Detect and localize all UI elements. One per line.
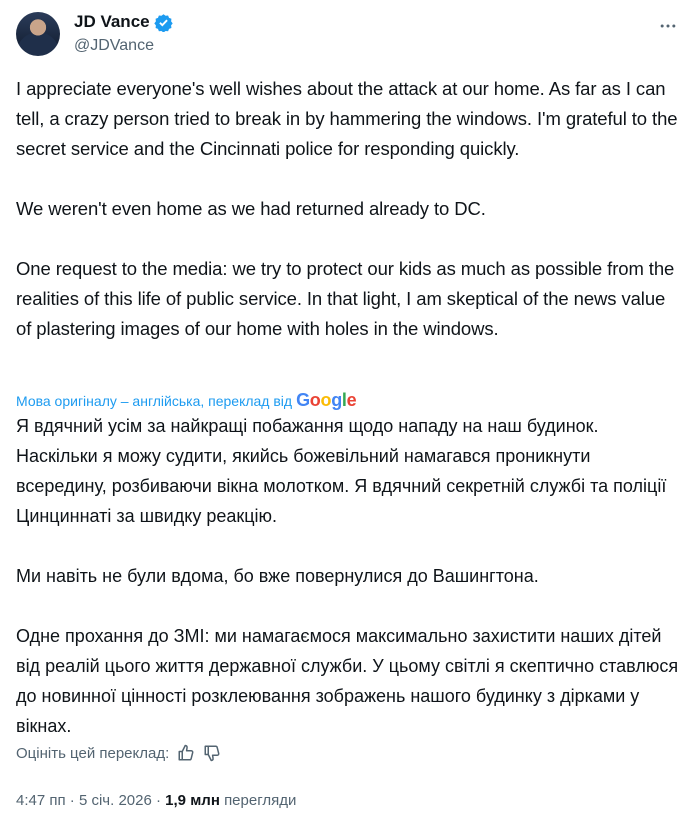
tweet-date[interactable]: 5 січ. 2026 [78, 792, 152, 809]
author-handle[interactable]: @JDVance [74, 37, 154, 54]
author-name-row [74, 12, 173, 32]
tweet-original-text: I appreciate everyone's well wishes about the attack at our home. As far as I can tell, a crazy person tried to break in by hammering the windows. I'm grateful to the secret service and the Cincinnati police for responding quickly. We weren't even home as we had returned already to DC. One request to the media: we try to protect our kids as much as possible from the realities of this life of public service. In that light, I am skeptical of the news value of plastering images of our home with holes in the windows. [16, 78, 678, 339]
meta-separator: · [69, 792, 75, 809]
avatar[interactable] [16, 12, 60, 56]
tweet-header [16, 8, 684, 58]
verified-badge-icon [154, 13, 173, 32]
google-logo: Google [296, 390, 357, 410]
views-label: перегляди [224, 792, 297, 809]
rate-translation-label: Оцініть цей переклад: [16, 744, 170, 762]
views-count: 1,9 млн [165, 792, 220, 809]
thumbs-down-icon[interactable] [203, 744, 221, 762]
more-horizontal-icon[interactable] [656, 14, 680, 38]
author-name[interactable]: JD Vance [74, 12, 150, 31]
thumbs-up-icon[interactable] [177, 744, 195, 762]
tweet-meta [16, 792, 296, 809]
translation-note: Мова оригіналу – англійська, переклад від [16, 392, 293, 409]
tweet-translated-text: Я вдячний усім за найкращі побажання щодо нападу на наш будинок. Наскільки я можу судити, якийсь божевільний намагався проникнути всередину, розбиваючи вікна молотком. Я вдячний секретній службі та поліції Цинциннаті за швидку реакцію. Ми навіть не були вдома, бо вже повернулися до Вашингтона. Одне прохання до ЗМІ: ми намагаємося максимально захистити наших дітей від реалій цього життя державної служби. У цьому світлі я скептично ставлюся до новинної цінності розклеювання зображень нашого будинку з дірками у вікнах. [16, 416, 679, 736]
translation-attribution[interactable] [16, 390, 356, 411]
meta-separator: · [156, 792, 161, 809]
rate-translation [16, 744, 221, 762]
tweet-time[interactable]: 4:47 пп [16, 792, 66, 809]
